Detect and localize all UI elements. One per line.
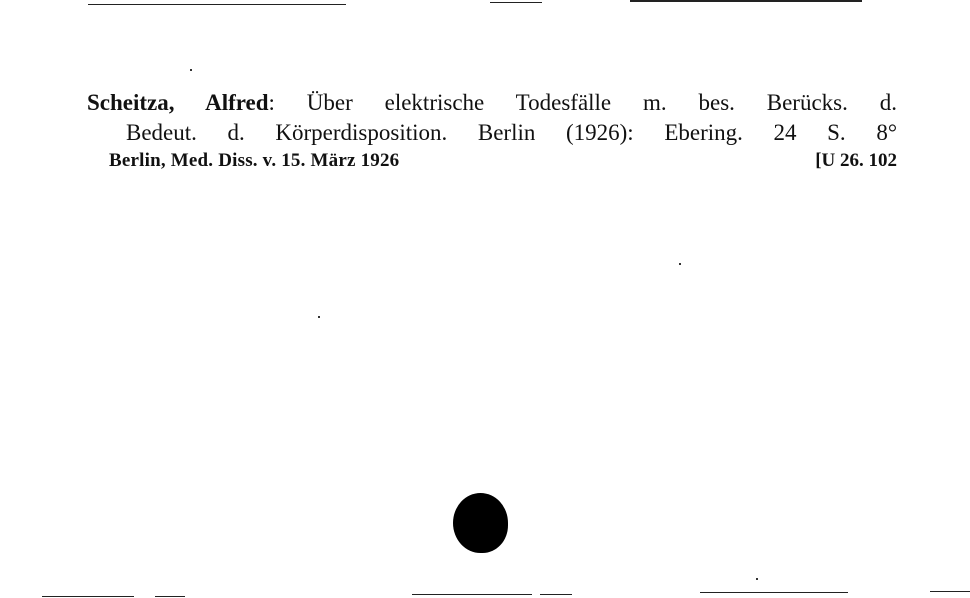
title-part-2: Bedeut. d. Körperdisposition. <box>126 120 448 145</box>
bottom-edge-rule <box>412 594 532 595</box>
entry-line-3 <box>109 148 897 174</box>
imprint: Berlin (1926): Ebering. <box>477 120 743 145</box>
bottom-edge-rule <box>540 594 572 595</box>
speck <box>679 263 681 265</box>
entry-line-1: Scheitza, Alfred: Über elektrische Todesfälle m. bes. Berücks. d. <box>87 90 897 115</box>
dissertation-note: Berlin, Med. Diss. v. 15. März 1926 <box>109 150 400 171</box>
shelfmark: [U 26. 102 <box>815 150 897 171</box>
author-name: Scheitza, Alfred <box>87 90 269 115</box>
speck <box>318 316 320 318</box>
format: 8° <box>876 120 898 145</box>
bottom-edge-rule <box>42 596 134 597</box>
bottom-edge-rule <box>930 591 970 592</box>
speck <box>190 69 192 71</box>
bottom-edge-rule <box>155 596 185 597</box>
top-edge-rule <box>490 2 542 3</box>
bottom-edge-rule <box>700 592 848 593</box>
title-part-1: Über elektrische Todesfälle m. bes. Berücks. d. <box>306 90 897 115</box>
page-count: 24 S. <box>773 120 846 145</box>
entry-line-2 <box>126 118 897 148</box>
top-edge-rule <box>630 0 862 2</box>
punch-hole <box>453 493 508 553</box>
speck <box>756 578 758 580</box>
top-edge-rule <box>88 4 346 5</box>
bibliographic-entry <box>87 88 897 174</box>
